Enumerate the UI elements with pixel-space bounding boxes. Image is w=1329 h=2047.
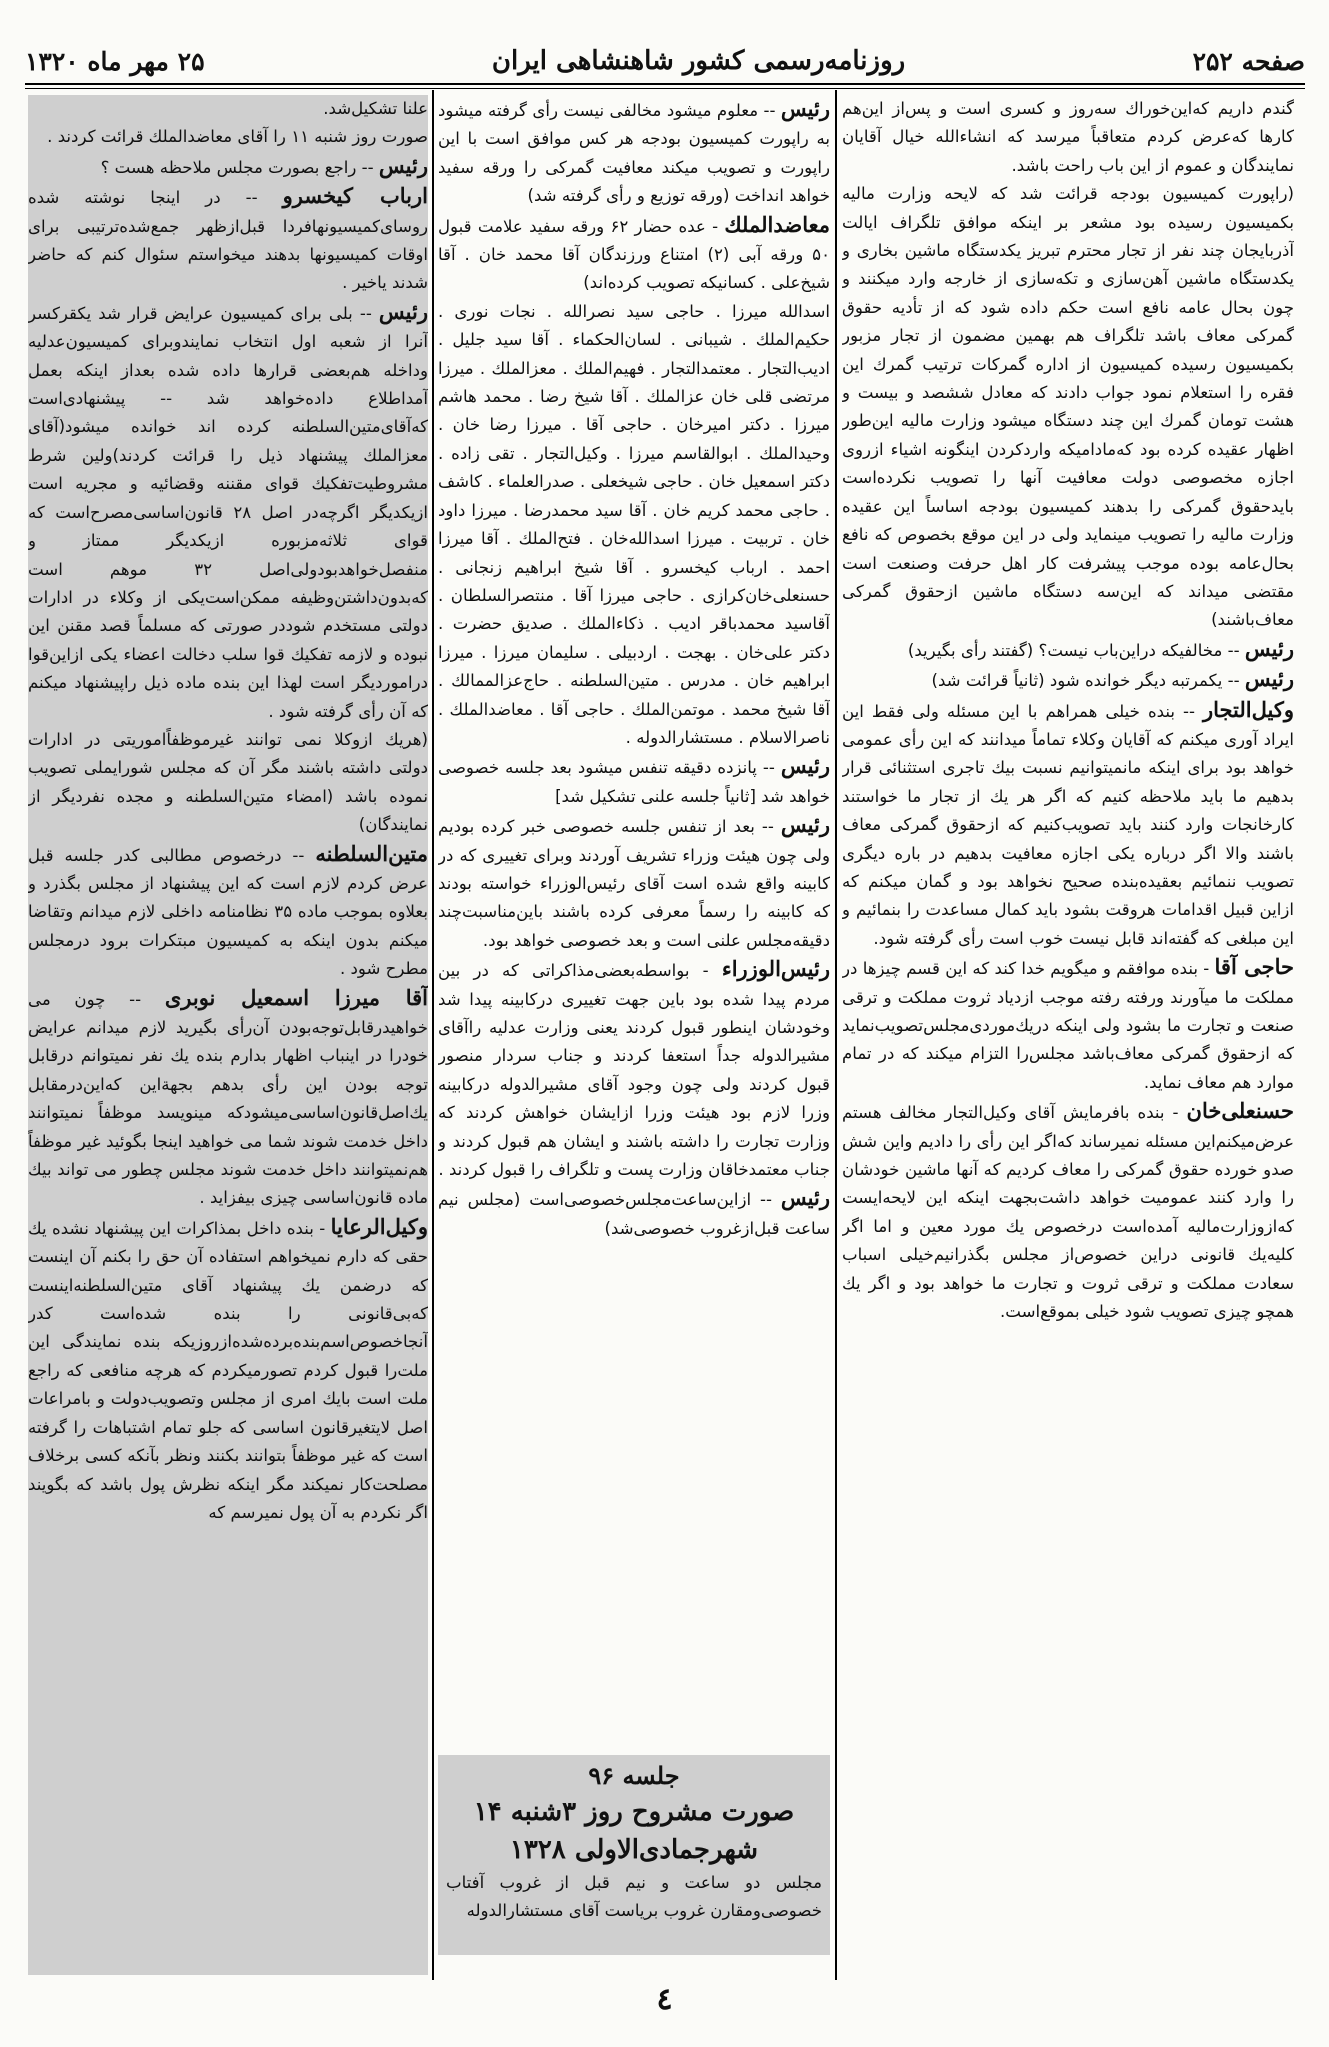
- speech: [842, 696, 1294, 954]
- speaker-name: حاجی آقا: [1214, 954, 1294, 980]
- column-left: [28, 95, 428, 1975]
- speech-text: - بنده بافرمایش آقای وکیل‌التجار مخالف هستم عرض‌میکنم‌این مسئله نمیرساند که‌اگر این رأی را دادیم واین شش صدو خورده حقوق گمرکی را معاف کردیم که آنها ماشین خودشان را وارد کنند عمومیت خواهد داشت‌بجهت اینکه این لایحه‌ایست که‌ازوزارت‌مالیه آمده‌است درخصوص یك مورد معین و اما اگر کلیه‌یك قانونی دراین خصوص‌از مجلس بگذرانیم‌خیلی اسباب سعادت مملکت و ترقی ثروت و تجارت ما خواهد بود و اگر یك همچو چیزی تصویب شود خیلی بموقع‌است.: [842, 1103, 1294, 1322]
- speech-text: -- چون می خواهیدرقابل‌توجه‌بودن آن‌رأی بگیرید لازم میدانم عرایض خودرا در اینباب اظهار بدارم بنده یك نفر نمیتوانم درقابل توجه بودن این رأی بدهم بجهةاین که‌این‌درمقابل یك‌اصل‌قانون‌اساسی‌میشودکه مینویسد موظفاً نمیتوانند داخل خدمت شوند شما می خواهید اینجا بگوئید غیر موظفاً هم‌نمیتوانند داخل خدمت شوند مجلس چطور می تواند بیك ماده قانون‌اساسی چیزی بیفزاید .: [28, 989, 428, 1208]
- speech: [842, 635, 1294, 665]
- speech: [842, 1097, 1294, 1326]
- speaker-name: آقا میرزا اسمعیل نوبری: [164, 984, 428, 1010]
- column-right: [842, 95, 1294, 1975]
- paragraph: (راپورت کمیسیون بودجه قرائت شد که لایحه وزارت مالیه بکمیسیون رسیده بود مشعر بر اینکه موافق تلگراف ایالت آذربایجان چند نفر از تجار محترم تبریز یکدستگاه ماشین بخاری و یکدستگاه ماشین آهن‌سازی و تکه‌سازی از خارجه وارد میکنند و چون بحال عامه نافع است حکم داده شود که از تأدیه حقوق گمرکی معاف باشد تلگراف هم بهمین مضمون از تجار مزبور بکمیسیون رسیده کمیسیون از اداره گمرکات ترتیب گمرك این فقره را استعلام نمود جواب دادند که معادل ششصد و بیست و هشت تومان گمرك این چند دستگاه میشود وزارت مالیه این‌طور اظهار عقیده کرده بود که‌مادامیکه واردکردن اینگونه اشیاء ازروی اجازه مخصوصی دولت معافیت آنها را تصویب نکرده‌است بایدحقوق گمرکی را بدهند کمیسیون بودجه اساساً این عقیده وزارت مالیه را تصویب مینماید ولی در این موقع بخصوص که نافع بحال‌عامه بوده موجب پیشرفت کار اهل حرفت وصنعت است مقتضی میداند که این‌سه دستگاه ماشین ازحقوق گمرکی معاف‌باشند): [842, 184, 1294, 630]
- speech: [28, 984, 428, 1213]
- speech-text: - عده حضار ۶۲ ورقه سفید علامت قبول ۵۰ ورقه آبی (۲) امتناع ورزندگان آقا محمد خان . آقا شیخ‌علی . کسانیکه تصویب کرده‌اند): [438, 216, 830, 293]
- issue-date: ۲۵ مهر ماه ۱۳۲۰: [25, 46, 205, 76]
- session-number: جلسه ۹۶: [588, 1761, 680, 1790]
- speaker-name: حسنعلی‌خان: [1186, 1098, 1294, 1124]
- page-number: ٤: [656, 1982, 673, 2017]
- speaker-name: رئیس: [378, 152, 428, 178]
- header-rule: [25, 83, 1305, 85]
- speech: [438, 1184, 830, 1243]
- speech: [28, 182, 428, 298]
- speaker-name: وکیل‌الرعایا: [330, 1213, 428, 1239]
- speech: [438, 95, 830, 211]
- speech: [28, 152, 428, 182]
- speech-text: - بنده موافقم و میگویم خدا کند که این قسم چیزها در مملکت ما میآورند ورفته رفته موجب ازدیاد ثروت مملکت و ترقی صنعت و تجارت ما بشود ولی اینکه دریك‌موردی‌مجلس‌تصویب‌نماید که ازحقوق گمرکی معاف‌باشد مجلس‌را التزام میکند که در تمام موارد هم معاف نماید.: [842, 959, 1294, 1092]
- speech: [438, 752, 830, 811]
- newspaper-title: روزنامه‌رسمی کشور شاهنشاهی ایران: [491, 46, 906, 76]
- speaker-name: رئیس: [1244, 635, 1294, 661]
- column-middle: [438, 95, 830, 1750]
- session-heading-box: [438, 1755, 830, 1955]
- speech-text: -- پانزده دقیقه تنفس میشود بعد جلسه خصوصی خواهد شد [ثانیاً جلسه علنی تشکیل شد]: [438, 758, 830, 806]
- speech: [842, 953, 1294, 1097]
- speaker-name: رئیس: [1244, 666, 1294, 692]
- paragraph: گندم داریم که‌این‌خوراك سه‌روز و کسری است و پس‌از این‌هم کارها که‌عرض کردم متعاقباً میرسد که انشاءالله خیال آقایان نمایندگان و عموم از این باب راحت باشد.: [842, 99, 1294, 175]
- speech: [438, 211, 830, 298]
- speaker-name: رئیس: [780, 812, 830, 838]
- speaker-name: متین‌السلطنه: [315, 840, 428, 866]
- paragraph: صورت روز شنبه ۱۱ را آقای معاضدالملك قرائت کردند .: [47, 127, 428, 147]
- speaker-name: رئیس‌الوزراء: [721, 956, 830, 982]
- speaker-name: رئیس: [780, 1185, 830, 1211]
- session-heading-line1: صورت مشروح روز ۳شنبه ۱۴: [473, 1797, 795, 1827]
- speech-text: -- بنده خیلی همراهم با این مسئله ولی فقط این ایراد آوری میکنم که آقایان وکلاء تماماً میدانند که این رأی عمومی خواهد بود برای اینکه مانمیتوانیم نسبت بیك تاجری استثنائی قرار بدهیم ما باید ملاحظه کنیم که اگر هر یك از تجار ما خواستند کارخانجات وارد کنند باید تصویب‌کنیم که ازحقوق گمرکی معاف باشند والا اگر درباره یکی اجازه معافیت بدهیم در باره دیگری تصویب ننمائیم بعقیده‌بنده صحیح نخواهد بود و گمان میکنم که ازاین قبیل اقدامات هروقت بشود باید کمال مساعدت را بنمائیم و این مبلغی که گفته‌اند قابل نیست خوب است رأی گرفته شود.: [842, 701, 1294, 948]
- speech-text: -- در اینجا نوشته شده روسای‌کمیسیونهافردا قبل‌ازظهر جمع‌شده‌ترتیبی برای اوقات کمیسیونها بدهند میخواستم سئوال کنم که حاضر شدند یاخیر .: [28, 188, 428, 293]
- paragraph: (هریك ازوکلا نمی توانند غیرموظفاً‌اموریتی در ادارات دولتی داشته باشند مگر آن که مجلس شورایملی تصویب نموده باشد (امضاء متین‌السلطنه و مجده نفردیگر از نمایندگان): [28, 729, 428, 835]
- speech: [842, 665, 1294, 695]
- session-heading-line2: شهرجمادی‌الاولی ۱۳۲۸: [509, 1835, 759, 1865]
- speaker-name: معاضدالملك: [724, 211, 830, 237]
- speech-text: -- مخالفیکه دراین‌باب نیست؟ (گفتند رأی بگیرید): [907, 640, 1245, 660]
- session-intro: مجلس دو ساعت و نیم قبل از غروب آفتاب خصوصی‌ومقارن غروب بریاست آقای مستشارالدوله: [446, 1873, 822, 1920]
- speaker-name: رئیس: [378, 298, 428, 324]
- speaker-name: وکیل‌التجار: [1202, 696, 1294, 722]
- speech: [28, 1213, 428, 1527]
- speech: [28, 840, 428, 984]
- speech-text: - بواسطه‌بعضی‌مذاکراتی که در بین مردم پیدا شده بود باین جهت تغییری درکابینه پیدا شد وخودشان اینطور قبول کردند یعنی وزارت عدلیه راآقای مشیرالدوله جداً استعفا کردند و جناب سردار منصور قبول کردند ولی چون وجود آقای مشیرالدوله درکابینه وزرا لازم بود هیئت وزرا ازایشان خواهش کردند که وزارت تجارت را داشته باشند و ایشان هم قبول کردند و جناب معتمدخاقان وزارت پست و تلگراف را قبول کردند .: [438, 961, 830, 1180]
- speech-text: - بنده داخل بمذاکرات این پیشنهاد نشده یك حقی که دارم نمیخواهم استفاده آن حق را بکنم آن اینست که درضمن یك پیشنهاد آقای متین‌السلطنه‌اینست که‌بی‌قانونی را بنده شده‌است کدر آنجا‌خصوص‌اسم‌بنده‌برده‌شده‌ازروزیکه بنده نمایندگی این ملت‌را قبول کردم تصورمیکردم که هرچه منافعی که راجع ملت است بایك امری از مجلس وتصویب‌دولت و بامراعات اصل لایتغیرقانون اساسی که جلو تمام اشتباهات را گرفته است که غیر موظفاً بتوانند بکنند ونظر بآنکه کسی برخلاف مصلحت‌کار نمیکند مگر اینکه نظرش پول باشد که بگویند اگر نکردم به آن پول نمیرسم که: [28, 1218, 428, 1522]
- speech-text: -- ازاین‌ساعت‌مجلس‌خصوصی‌است (مجلس نیم ساعت قبل‌ازغروب خصوصی‌شد): [438, 1190, 830, 1238]
- speaker-name: رئیس: [780, 96, 830, 121]
- masthead: [25, 40, 1305, 82]
- speech-text: -- معلوم میشود مخالفی نیست رأی گرفته میشود به راپورت کمیسیون بودجه هر کس موافق است با این راپورت و تصویب میکند معافیت گمرکی را ورقه سفید خواهد انداخت (ورقه توزیع و رأی گرفته شد): [438, 101, 830, 206]
- speech-text: -- یکمرتبه دیگر خوانده شود (ثانیاً قرائت شد): [931, 671, 1245, 691]
- speech-text: -- درخصوص مطالبی کدر جلسه قبل عرض کردم لازم است که این پیشنهاد از مجلس بگذرد و بعلاوه بموجب ماده ۳۵ نظامنامه داخلی لازم میدانم وتقاضا میکنم بدون اینکه به کمیسیون مبتکرات برود درمجلس مطرح شود .: [28, 845, 428, 979]
- speech: [438, 955, 830, 1184]
- column-separator-right: [835, 90, 837, 1980]
- speaker-name: ارباب کیخسرو: [282, 183, 428, 209]
- speech-text: -- بلی برای کمیسیون عرایض قرار شد یکقرکسر آنرا از شعبه اول انتخاب نمایندوبرای کمیسیون‌عدلیه وداخله هم‌بعضی قرارها داده شده بعداز اینکه بعمل آمداطلاع داده‌خواهد شد -- پیشنهادی‌است که‌آقای‌متین‌السلطنه کرده اند خوانده میشود(آقای معزالملك پیشنهاد ذیل را قرائت کردند)ولین شرط مشروطیت‌تفکیك قوای مقننه وقضائیه و مجریه است ازیکدیگر اگرچه‌در اصل ۲۸ قانون‌اساسی‌مصرح‌است که قوای ثلاثه‌مزبوره ازیکدیگر ممتاز و منفصل‌خواهدبودولی‌اصل ۳۲ موهم است که‌بدون‌داشتن‌وظیفه ممکن‌است‌یکی از وکلاء در ادارات دولتی مستخدم‌ شوددر صورتی که مسلماً قصد مقنن این نبوده و لازمه تفکیك قوا سلب دخالت اعضاء یکی ازاین‌قوا دراموردیگر است لهذا این بنده ماده ذیل راپیشنهاد میکنم که آن رأی گرفته شود .: [28, 303, 428, 721]
- speech: [28, 298, 428, 726]
- speech-text: -- راجع بصورت مجلس ملاحظه هست ؟: [100, 157, 379, 177]
- paragraph: علنا تشکیل‌شد.: [323, 99, 428, 118]
- page-label: صفحه ۲۵۲: [1192, 46, 1305, 76]
- speech-text: -- بعد از تنفس جلسه خصوصی خبر کرده بودیم ولی چون هیئت وزراء تشریف آوردند وبرای تغییری که در کابینه واقع شده است آقای رئیس‌الوزراء خواسته بودند که کابینه را رسماً معرفی کرده باشند باین‌مناسبت‌چند دقیقه‌مجلس علنی است و بعد خصوصی خواهد بود.: [438, 817, 830, 950]
- speech: [438, 811, 830, 955]
- vote-list: اسدالله میرزا . حاجی سید نصرالله . نجات نوری . حکیم‌الملك . شیبانی . لسان‌الحکماء . آقا سید جلیل . ادیب‌التجار . معتمدالتجار . فهیم‌الملك . معزالملك . میرزا مرتضی قلی خان عزالملك . آقا شیخ رضا . محمد هاشم میرزا . دکتر امیرخان . حاجی آقا . میرزا رضا خان . وحیدالملك . ابوالقاسم میرزا . وکیل‌التجار . تقی زاده . دکتر اسمعیل خان . حاجی شیخعلی . صدرالعلماء . کاشف . حاجی محمد کریم خان . آقا سید محمدرضا . میرزا داود خان . تربیت . میرزا اسدالله‌خان . فتح‌الملك . آقا میرزا احمد . ارباب کیخسرو . آقا شیخ ابراهیم زنجانی . حسنعلی‌خان‌کرازی . حاجی میرزا آقا . منتصرالسلطان . آقاسید محمدباقر ادیب . ذکاءالملك . صدیق حضرت . دکتر علی‌خان . بهجت . اردبیلی . سلیمان میرزا . میرزا ابراهیم خان . مدرس . متین‌السلطنه . حاج‌عزالممالك . آقا شیخ محمد . موتمن‌الملك . حاجی آقا . معاضدالملك . ناصرالاسلام . مستشارالدوله .: [438, 301, 830, 747]
- column-separator-left: [432, 90, 434, 1980]
- speaker-name: رئیس: [780, 753, 830, 779]
- header-rule-thin: [25, 88, 1305, 89]
